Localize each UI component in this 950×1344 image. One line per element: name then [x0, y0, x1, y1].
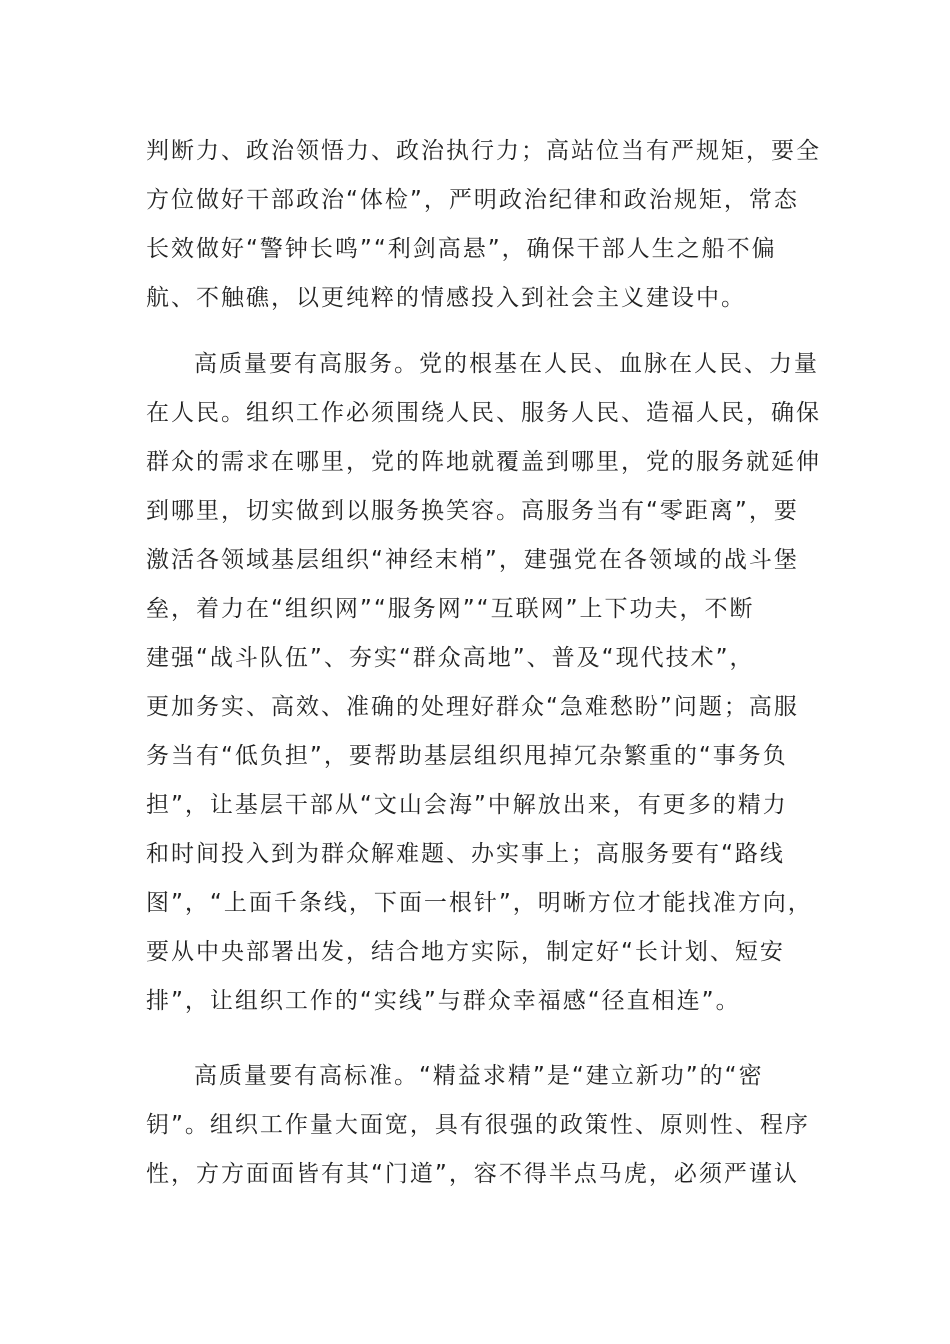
paragraph-line: 群众的需求在哪里，党的阵地就覆盖到哪里，党的服务就延伸 — [146, 449, 821, 475]
paragraph-line: 高质量要有高服务。党的根基在人民、血脉在人民、力量 — [194, 351, 819, 377]
paragraph-line: 长效做好“警钟长鸣”“利剑高悬”，确保干部人生之船不偏 — [146, 236, 777, 262]
paragraph-line: 钥”。组织工作量大面宽，具有很强的政策性、原则性、程序 — [146, 1112, 810, 1138]
paragraph-line: 在人民。组织工作必须围绕人民、服务人民、造福人民，确保 — [146, 400, 821, 426]
paragraph-line: 激活各领域基层组织“神经末梢”，建强党在各领域的战斗堡 — [146, 547, 799, 573]
paragraph-line: 判断力、政治领悟力、政治执行力；高站位当有严规矩，要全 — [146, 138, 821, 164]
paragraph-line: 排”，让组织工作的“实线”与群众幸福感“径直相连”。 — [146, 988, 741, 1014]
paragraph-line: 性，方方面面皆有其“门道”，容不得半点马虎，必须严谨认 — [146, 1161, 799, 1187]
paragraph-line: 方位做好干部政治“体检”，严明政治纪律和政治规矩，常态 — [146, 187, 799, 213]
paragraph-line: 担”，让基层干部从“文山会海”中解放出来，有更多的精力 — [146, 792, 788, 818]
paragraph-line: 和时间投入到为群众解难题、办实事上；高服务要有“路线 — [146, 841, 785, 867]
paragraph-line: 垒，着力在“组织网”“服务网”“互联网”上下功夫，不断 — [146, 596, 755, 622]
paragraph-line: 航、不触礁，以更纯粹的情感投入到社会主义建设中。 — [146, 285, 746, 311]
paragraph-line: 图”，“上面千条线，下面一根针”，明晰方位才能找准方向， — [146, 890, 813, 916]
paragraph-line: 建强“战斗队伍”、夯实“群众高地”、普及“现代技术”， — [146, 645, 755, 671]
paragraph-line: 要从中央部署出发，结合地方实际，制定好“长计划、短安 — [146, 939, 785, 965]
paragraph-line: 更加务实、高效、准确的处理好群众“急难愁盼”问题；高服 — [146, 694, 799, 720]
paragraph-line: 高质量要有高标准。“精益求精”是“建立新功”的“密 — [194, 1063, 764, 1089]
paragraph-line: 务当有“低负担”，要帮助基层组织甩掉冗杂繁重的“事务负 — [146, 743, 788, 769]
paragraph-line: 到哪里，切实做到以服务换笑容。高服务当有“零距离”，要 — [146, 498, 799, 524]
